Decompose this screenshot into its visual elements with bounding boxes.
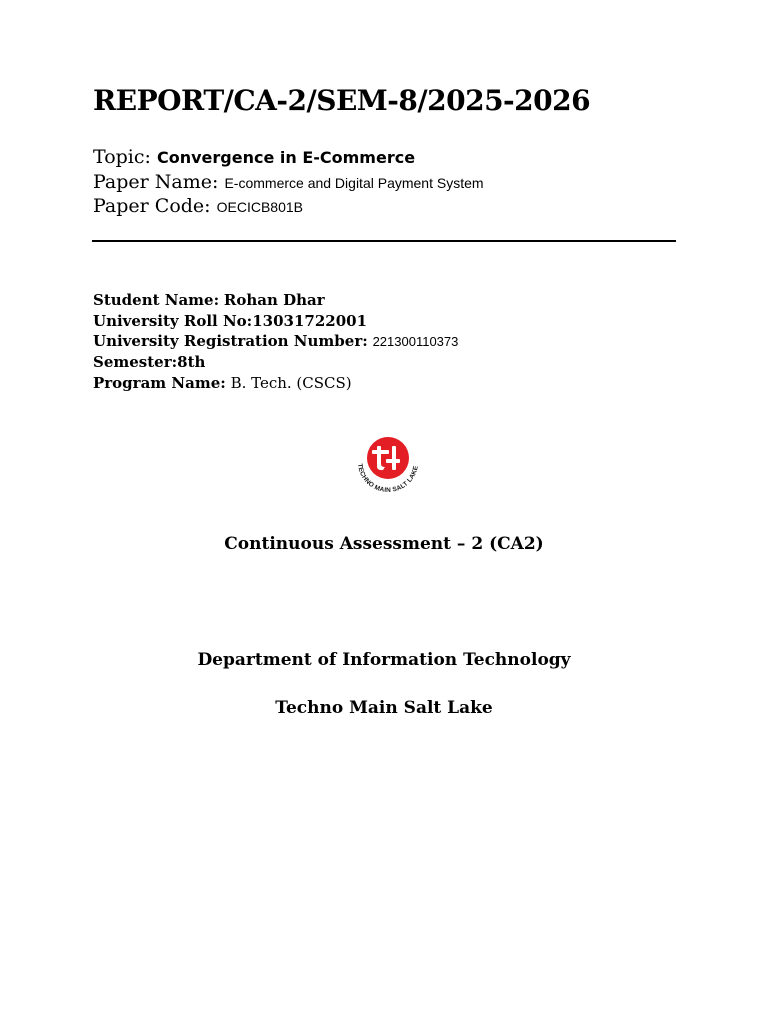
- roll-no-value: 13031722001: [252, 312, 368, 330]
- student-name-label: Student Name:: [93, 291, 220, 309]
- paper-code-row: [93, 195, 303, 217]
- registration-row: [93, 332, 458, 350]
- department-heading: Department of Information Technology: [197, 650, 571, 670]
- semester-row: [93, 353, 205, 371]
- paper-name-row: [93, 171, 484, 193]
- topic-value: Convergence in E-Commerce: [156, 148, 416, 167]
- registration-value: 221300110373: [372, 334, 459, 349]
- semester-value: 8th: [177, 353, 206, 371]
- roll-no-label: University Roll No:: [93, 312, 253, 330]
- program-row: [93, 374, 352, 392]
- program-label: Program Name:: [93, 374, 226, 392]
- techno-main-salt-lake-logo: [352, 436, 424, 494]
- paper-code-value: OECICB801B: [216, 199, 303, 215]
- logo-icon: [352, 436, 424, 494]
- registration-label: University Registration Number:: [93, 332, 368, 350]
- paper-name-label: Paper Name:: [93, 171, 219, 193]
- roll-no-row: [93, 312, 367, 330]
- paper-code-label: Paper Code:: [93, 195, 211, 217]
- assessment-heading: Continuous Assessment – 2 (CA2): [224, 534, 544, 554]
- divider: [92, 240, 676, 242]
- student-name-value: Rohan Dhar: [223, 291, 325, 309]
- institution-heading: Techno Main Salt Lake: [275, 698, 493, 718]
- program-value: B. Tech. (CSCS): [230, 374, 352, 392]
- report-title: REPORT/CA-2/SEM-8/2025-2026: [93, 84, 591, 117]
- paper-name-value: E-commerce and Digital Payment System: [224, 175, 484, 191]
- semester-label: Semester:: [93, 353, 178, 371]
- topic-label: Topic:: [93, 146, 151, 168]
- topic-row: [93, 146, 415, 168]
- student-name-row: [93, 291, 325, 309]
- svg-text:TECHNO MAIN SALT LAKE: TECHNO MAIN SALT LAKE: [356, 463, 420, 494]
